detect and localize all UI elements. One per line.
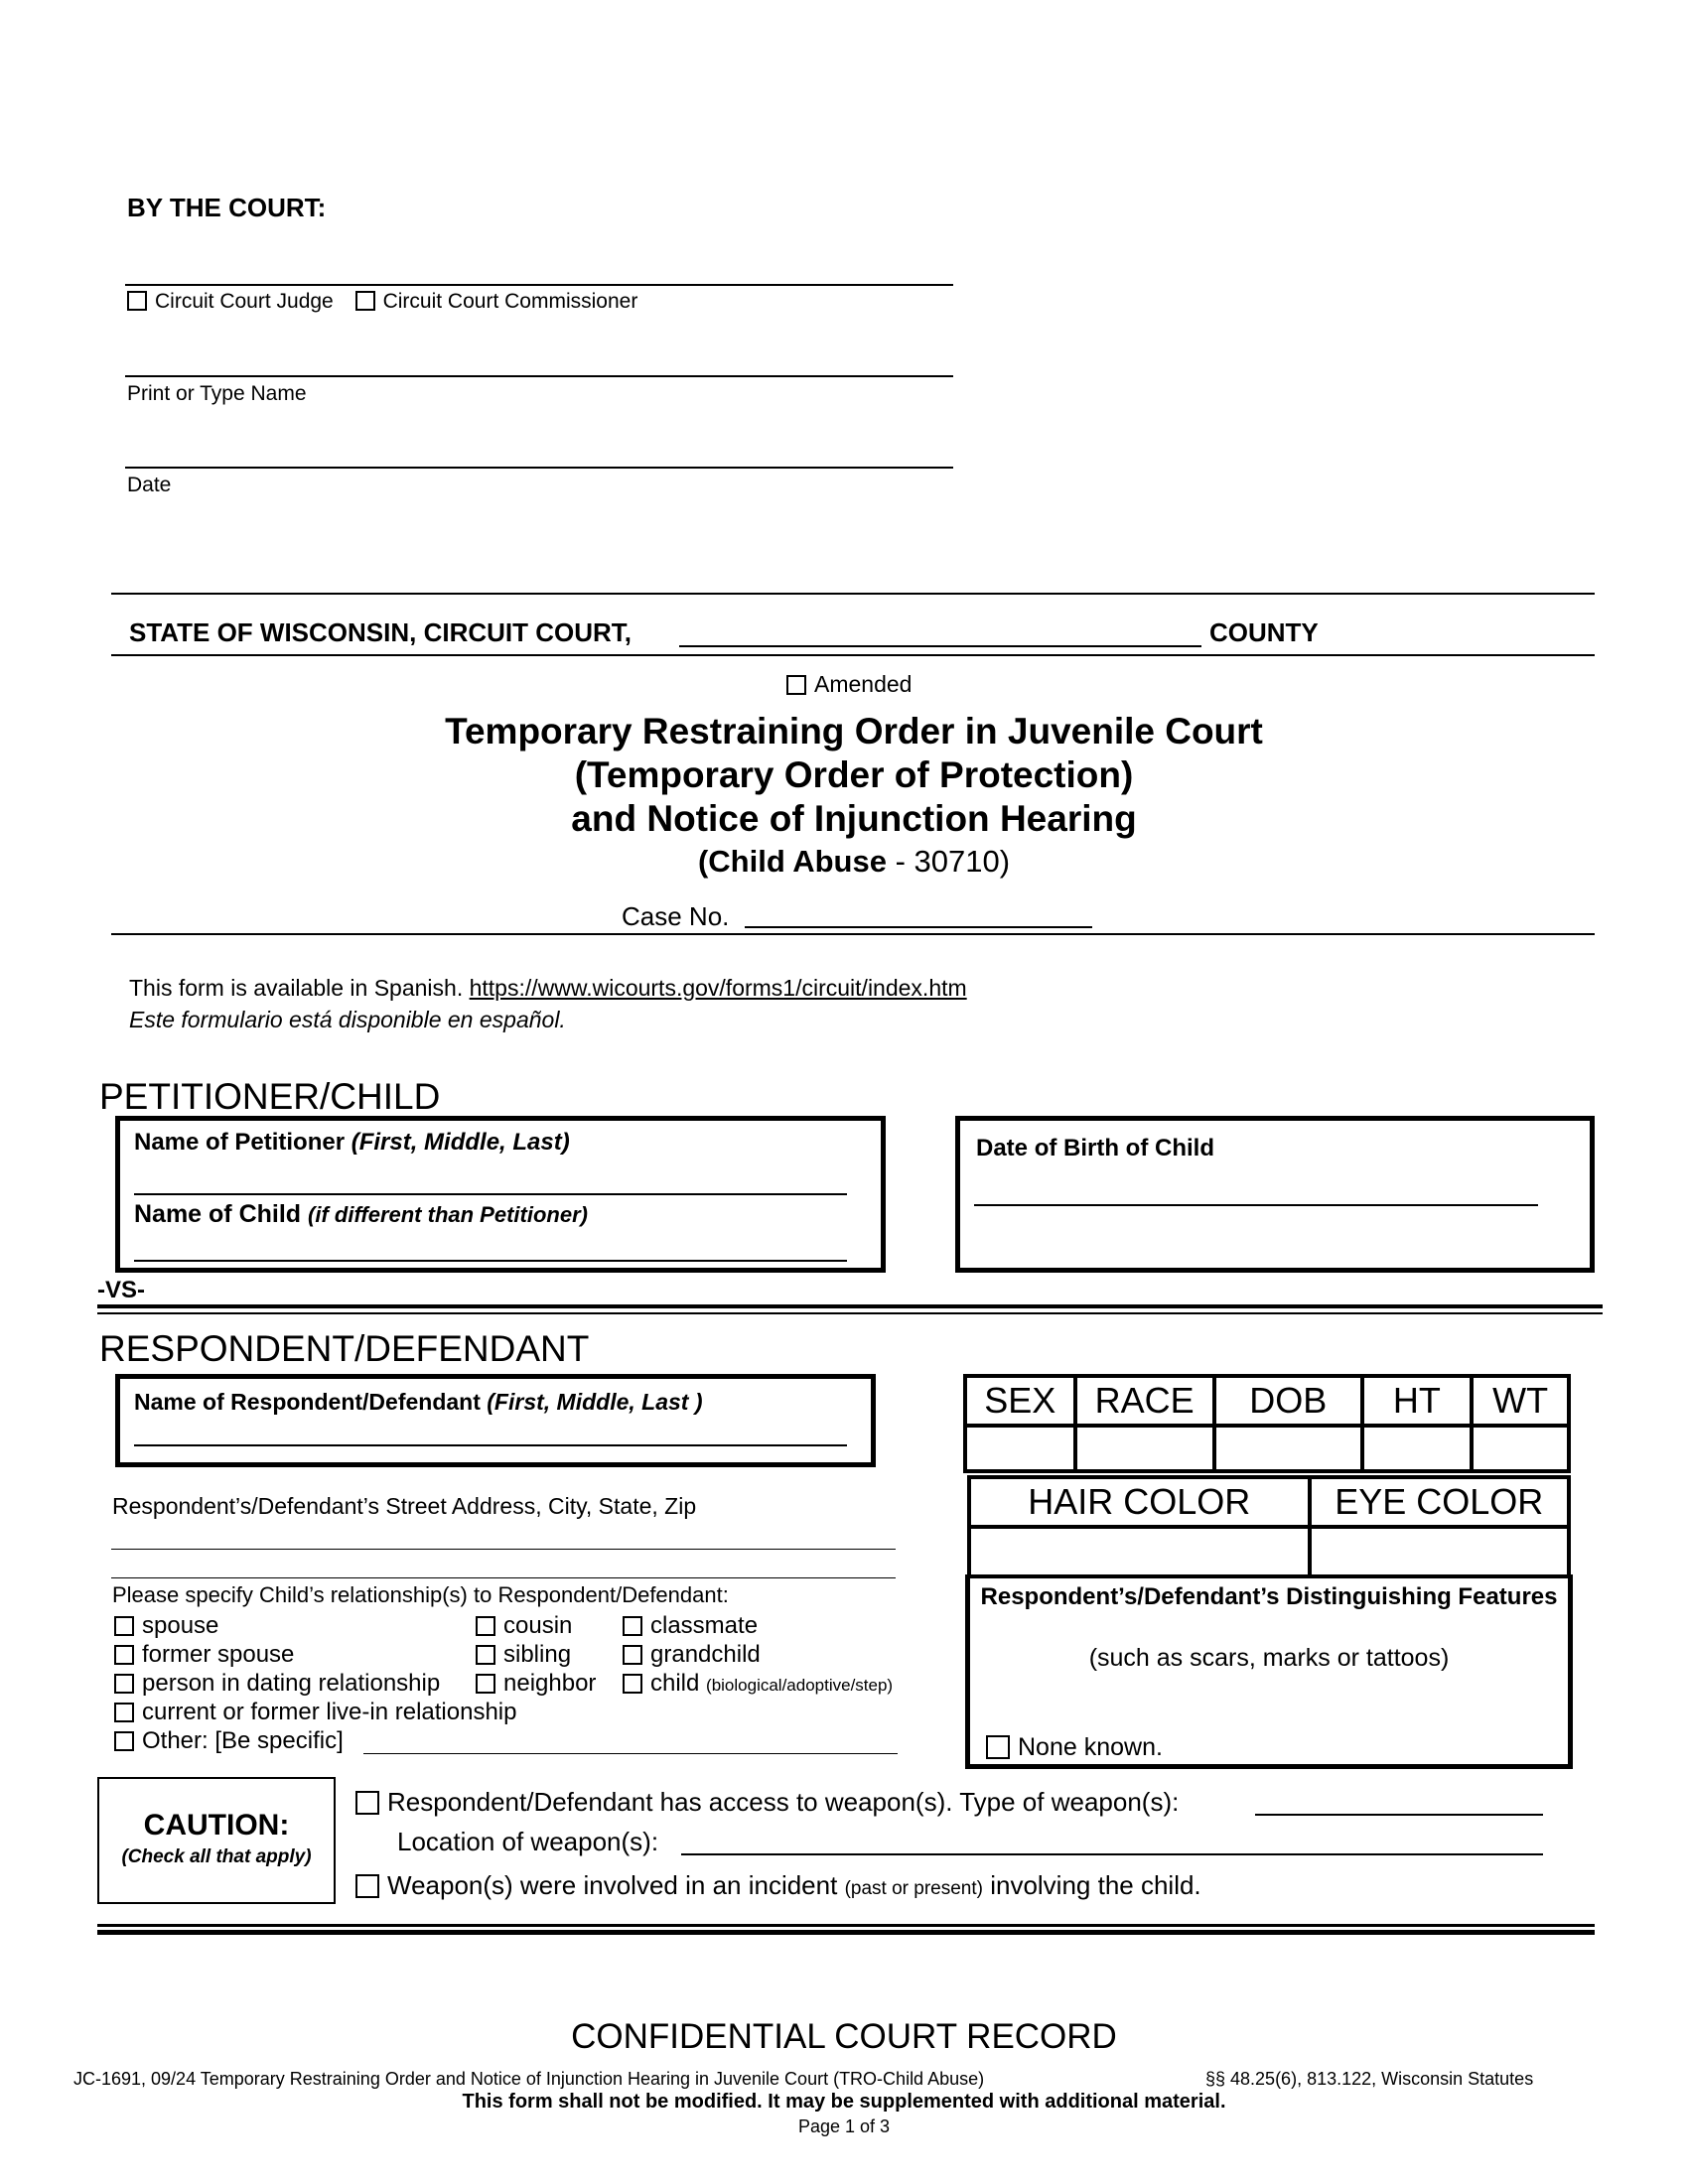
sex-cell[interactable]: [965, 1426, 1075, 1471]
rel-former-spouse: [114, 1641, 294, 1669]
spanish-notice-text: This form is available in Spanish.: [129, 975, 464, 1001]
rel-cousin-label: cousin: [503, 1612, 573, 1639]
rel-child-checkbox[interactable]: [623, 1674, 642, 1694]
address-line-2[interactable]: [111, 1577, 896, 1578]
rel-other-line[interactable]: [363, 1753, 898, 1754]
features-box: [965, 1574, 1573, 1769]
caution-box: [97, 1777, 336, 1904]
caption-mid-rule: [111, 654, 1595, 656]
rel-classmate: [623, 1612, 758, 1640]
rel-other-checkbox[interactable]: [114, 1731, 134, 1751]
petitioner-name-text: Name of Petitioner: [134, 1129, 346, 1156]
not-modified-notice: This form shall not be modified. It may be supplemented with additional material.: [462, 2091, 1226, 2113]
none-known-option: [986, 1733, 1163, 1762]
rel-former-spouse-checkbox[interactable]: [114, 1645, 134, 1665]
rel-child: [623, 1670, 893, 1698]
dob-child-line[interactable]: [974, 1204, 1538, 1206]
respondent-heading: RESPONDENT/DEFENDANT: [99, 1328, 590, 1369]
respondent-name-hint: (First, Middle, Last ): [487, 1389, 703, 1415]
rel-dating: [114, 1670, 440, 1698]
date-line[interactable]: [125, 467, 953, 469]
caution-rule-thick: [97, 1930, 1595, 1935]
form-id: JC-1691, 09/24 Temporary Restraining Order and Notice of Injunction Hearing in Juvenile Court (TRO-Child Abuse): [73, 2069, 985, 2089]
ht-cell[interactable]: [1362, 1426, 1473, 1471]
caution-subtitle: (Check all that apply): [121, 1846, 312, 1867]
circuit-court-commissioner-label: Circuit Court Commissioner: [382, 290, 638, 313]
rel-neighbor: [476, 1670, 596, 1698]
weapons-involved-hint: (past or present): [844, 1878, 983, 1899]
hair-eye-table: [967, 1475, 1571, 1578]
rel-cousin: [476, 1612, 572, 1640]
vs-label: -VS-: [97, 1277, 145, 1303]
none-known-label: None known.: [1018, 1733, 1163, 1761]
page-number: Page 1 of 3: [797, 2116, 891, 2136]
vs-rule-thin: [97, 1312, 1603, 1314]
judge-options: [127, 290, 637, 314]
caution-rule-thin: [97, 1924, 1595, 1927]
child-name-label: [134, 1200, 588, 1229]
rel-neighbor-label: neighbor: [503, 1670, 597, 1697]
title-child-abuse: (Child Abuse: [697, 844, 887, 879]
rel-grandchild: [623, 1641, 761, 1669]
sex-header: SEX: [965, 1376, 1075, 1426]
circuit-court-commissioner-checkbox[interactable]: [355, 291, 375, 311]
weapons-involved-checkbox[interactable]: [355, 1874, 379, 1898]
respondent-name-text: Name of Respondent/Defendant: [134, 1389, 481, 1415]
none-known-checkbox[interactable]: [986, 1735, 1010, 1759]
circuit-court-judge-checkbox[interactable]: [127, 291, 147, 311]
rel-live-in: [114, 1699, 516, 1726]
ht-header: HT: [1362, 1376, 1473, 1426]
wt-cell[interactable]: [1472, 1426, 1569, 1471]
weapons-access-label: Respondent/Defendant has access to weapon(s). Type of weapon(s):: [387, 1787, 1180, 1817]
rel-child-label: child: [650, 1670, 700, 1697]
weapons-location-label: Location of weapon(s):: [397, 1827, 659, 1856]
petitioner-name-label: [134, 1129, 570, 1157]
county-name-line[interactable]: [679, 645, 1201, 647]
petitioner-name-hint: (First, Middle, Last): [351, 1129, 570, 1156]
child-name-hint: (if different than Petitioner): [308, 1202, 588, 1227]
features-hint: (such as scars, marks or tattoos): [1088, 1644, 1450, 1672]
respondent-name-line[interactable]: [134, 1444, 847, 1446]
petitioner-box: [115, 1116, 886, 1273]
rel-live-in-label: current or former live-in relationship: [142, 1699, 517, 1725]
weapons-access-option: [355, 1787, 1179, 1818]
rel-classmate-checkbox[interactable]: [623, 1616, 642, 1636]
rel-neighbor-checkbox[interactable]: [476, 1674, 495, 1694]
respondent-address-label: Respondent’s/Defendant’s Street Address, City, State, Zip: [112, 1493, 697, 1519]
dob-child-box: [955, 1116, 1595, 1273]
weapons-involved-option: [355, 1870, 1201, 1901]
rel-sibling: [476, 1641, 571, 1669]
title-line-1: Temporary Restraining Order in Juvenile Court: [445, 711, 1263, 751]
print-name-line[interactable]: [125, 375, 953, 377]
vs-rule-thick: [97, 1304, 1603, 1308]
title-form-code: - 30710): [886, 844, 1011, 879]
by-the-court-label: BY THE COURT:: [127, 193, 327, 222]
case-no-label: Case No.: [622, 901, 730, 931]
amended-checkbox[interactable]: [786, 675, 806, 695]
respondent-name-label: [134, 1389, 703, 1416]
weapons-involved-label-end: involving the child.: [990, 1870, 1201, 1900]
rel-dating-label: person in dating relationship: [142, 1670, 441, 1697]
caption-top-rule: [111, 593, 1595, 595]
address-line-1[interactable]: [111, 1549, 896, 1550]
title-line-2: (Temporary Order of Protection): [574, 754, 1134, 795]
rel-classmate-label: classmate: [650, 1612, 759, 1639]
rel-other-label: Other: [Be specific]: [142, 1727, 344, 1754]
hair-color-cell[interactable]: [969, 1527, 1310, 1576]
petitioner-name-line[interactable]: [134, 1193, 847, 1195]
amended-label: Amended: [814, 671, 913, 697]
weapon-location-line[interactable]: [681, 1853, 1543, 1855]
county-label: COUNTY: [1209, 617, 1319, 647]
respondent-name-box: [115, 1374, 876, 1467]
caution-title: CAUTION:: [143, 1809, 290, 1842]
eye-color-header: EYE COLOR: [1310, 1477, 1569, 1527]
confidential-record: CONFIDENTIAL COURT RECORD: [571, 2017, 1117, 2056]
rel-spouse-checkbox[interactable]: [114, 1616, 134, 1636]
weapon-type-line[interactable]: [1255, 1814, 1543, 1816]
features-title: Respondent’s/Defendant’s Distinguishing Features: [980, 1583, 1558, 1610]
descriptor-table: [963, 1374, 1571, 1473]
circuit-court-judge-label: Circuit Court Judge: [155, 290, 334, 313]
date-label: Date: [127, 474, 172, 496]
rel-cousin-checkbox[interactable]: [476, 1616, 495, 1636]
spanish-notice: [129, 975, 967, 1002]
title-line-4: [0, 844, 1688, 880]
rel-live-in-checkbox[interactable]: [114, 1703, 134, 1722]
eye-color-cell[interactable]: [1310, 1527, 1569, 1576]
signature-line[interactable]: [125, 284, 953, 286]
rel-spouse-label: spouse: [142, 1612, 219, 1639]
print-name-label: Print or Type Name: [127, 382, 307, 405]
spanish-notice-es: Este formulario está disponible en español.: [129, 1007, 566, 1032]
relationship-prompt: Please specify Child’s relationship(s) to Respondent/Defendant:: [112, 1582, 729, 1607]
state-circuit-court: STATE OF WISCONSIN, CIRCUIT COURT,: [129, 617, 633, 647]
statutes: §§ 48.25(6), 813.122, Wisconsin Statutes: [1205, 2069, 1534, 2089]
dob-header: DOB: [1214, 1376, 1362, 1426]
forms-link[interactable]: https://www.wicourts.gov/forms1/circuit/index.htm: [469, 975, 967, 1001]
rel-spouse: [114, 1612, 218, 1640]
petitioner-heading: PETITIONER/CHILD: [99, 1076, 441, 1117]
hair-color-header: HAIR COLOR: [969, 1477, 1310, 1527]
amended-option: [786, 671, 912, 698]
rel-grandchild-checkbox[interactable]: [623, 1645, 642, 1665]
rel-dating-checkbox[interactable]: [114, 1674, 134, 1694]
race-header: RACE: [1075, 1376, 1214, 1426]
case-no-line[interactable]: [745, 926, 1092, 928]
title-line-3: and Notice of Injunction Hearing: [571, 798, 1137, 839]
rel-former-spouse-label: former spouse: [142, 1641, 295, 1668]
child-name-line[interactable]: [134, 1260, 847, 1262]
weapons-involved-label: Weapon(s) were involved in an incident: [387, 1870, 838, 1900]
child-name-text: Name of Child: [134, 1200, 302, 1228]
rel-grandchild-label: grandchild: [650, 1641, 761, 1668]
race-cell[interactable]: [1075, 1426, 1214, 1471]
rel-sibling-label: sibling: [503, 1641, 572, 1668]
weapons-access-checkbox[interactable]: [355, 1791, 379, 1815]
rel-child-hint: (biological/adoptive/step): [706, 1676, 894, 1695]
rel-sibling-checkbox[interactable]: [476, 1645, 495, 1665]
dob-child-label: Date of Birth of Child: [976, 1135, 1214, 1161]
caption-bottom-rule: [111, 933, 1595, 935]
wt-header: WT: [1472, 1376, 1569, 1426]
rel-other: [114, 1727, 344, 1755]
dob-cell[interactable]: [1214, 1426, 1362, 1471]
